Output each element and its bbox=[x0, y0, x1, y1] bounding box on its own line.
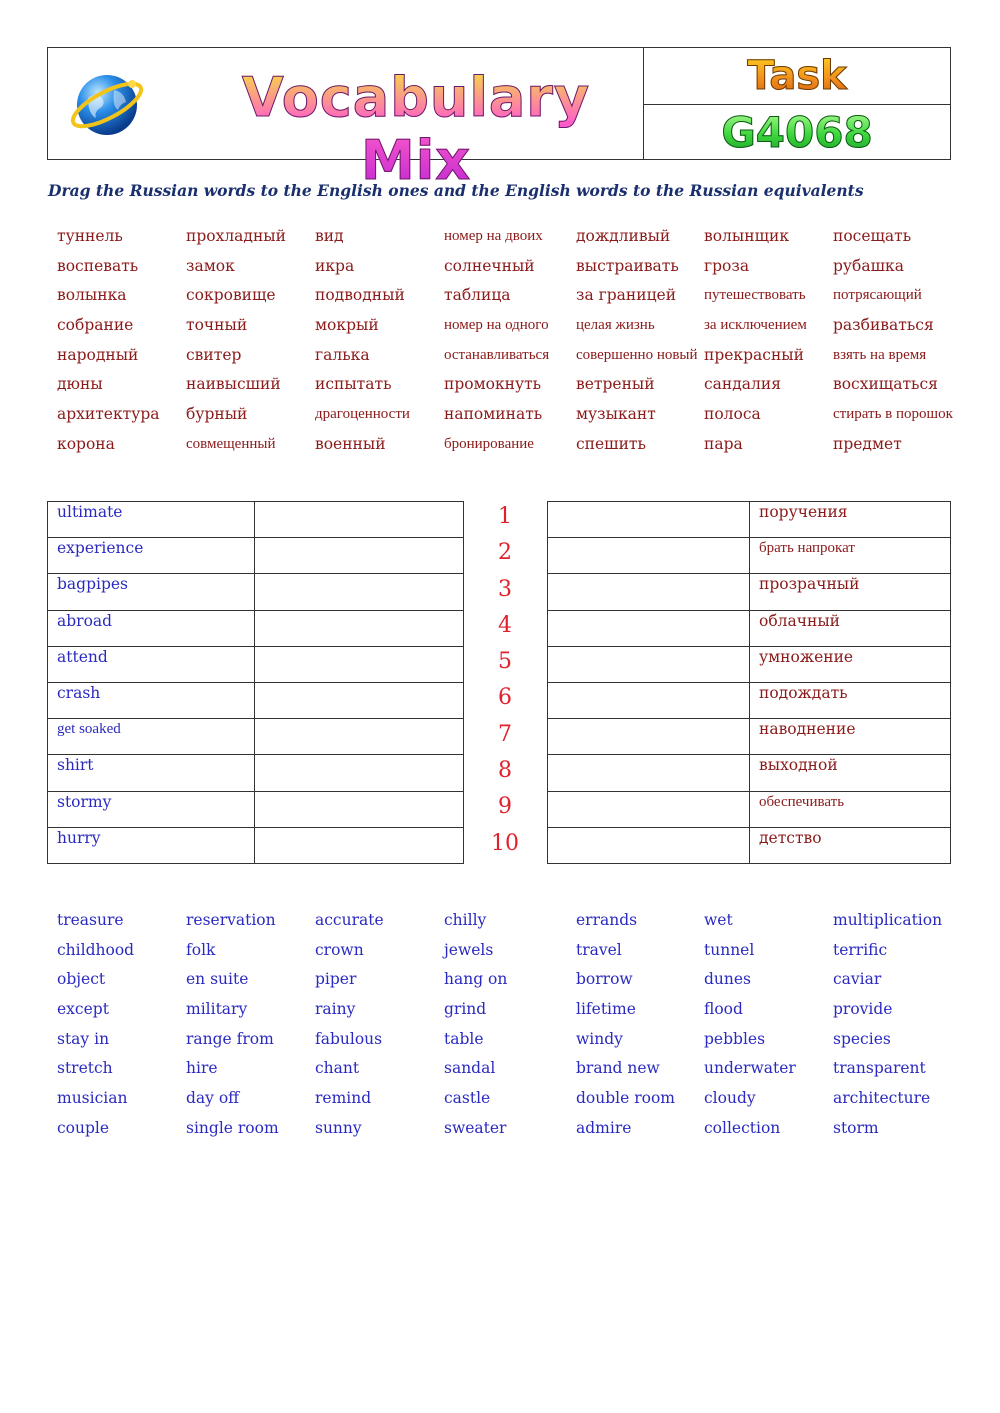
russian-prompt-word: наводнение bbox=[759, 720, 856, 739]
english-word-tile[interactable]: borrow bbox=[576, 970, 633, 989]
russian-prompt-word: обеспечивать bbox=[759, 793, 845, 810]
english-drop-zone[interactable] bbox=[548, 646, 750, 682]
russian-word-tile[interactable]: галька bbox=[315, 345, 370, 364]
english-word-tile[interactable]: provide bbox=[833, 1000, 893, 1019]
russian-word-tile[interactable]: народный bbox=[57, 345, 139, 364]
match-row bbox=[48, 827, 464, 863]
english-prompt-word: stormy bbox=[57, 792, 112, 811]
english-prompt-word: bagpipes bbox=[57, 575, 129, 594]
match-row bbox=[548, 791, 951, 827]
english-word-tile[interactable]: transparent bbox=[833, 1059, 926, 1078]
english-prompt-cell bbox=[48, 646, 255, 682]
russian-drop-zone[interactable] bbox=[255, 682, 464, 718]
russian-word-tile[interactable]: свитер bbox=[186, 345, 242, 364]
english-word-tile[interactable]: folk bbox=[186, 940, 216, 959]
english-drop-zone[interactable] bbox=[548, 755, 750, 791]
match-row bbox=[48, 646, 464, 682]
match-row bbox=[548, 502, 951, 538]
english-word-tile[interactable]: caviar bbox=[833, 970, 882, 989]
russian-word-tile[interactable]: совершенно новый bbox=[576, 346, 698, 363]
english-word-tile[interactable]: cloudy bbox=[704, 1089, 756, 1108]
english-word-tile[interactable]: stretch bbox=[57, 1059, 113, 1078]
english-prompt-word: attend bbox=[57, 647, 108, 666]
russian-drop-zone[interactable] bbox=[255, 610, 464, 646]
english-word-tile[interactable]: sweater bbox=[444, 1118, 507, 1137]
english-word-tile[interactable]: collection bbox=[704, 1118, 781, 1137]
russian-word-tile[interactable]: совмещенный bbox=[186, 435, 276, 452]
english-prompt-word: ultimate bbox=[57, 503, 123, 521]
page-title: Vocabulary Mix bbox=[196, 66, 636, 192]
russian-word-tile[interactable]: номер на двоих bbox=[444, 228, 543, 244]
russian-prompt-cell bbox=[750, 755, 951, 791]
english-word-tile[interactable]: treasure bbox=[57, 911, 124, 929]
english-prompt-cell bbox=[48, 574, 255, 610]
english-word-tile[interactable]: brand new bbox=[576, 1059, 660, 1078]
russian-prompt-word: поручения bbox=[759, 503, 848, 521]
english-word-tile[interactable]: hang on bbox=[444, 970, 508, 989]
english-word-tile[interactable]: accurate bbox=[315, 911, 384, 929]
russian-word-tile[interactable]: ветреный bbox=[576, 375, 655, 394]
match-row bbox=[548, 574, 951, 610]
english-word-tile[interactable]: sandal bbox=[444, 1059, 496, 1078]
russian-word-tile[interactable]: пара bbox=[704, 434, 743, 453]
row-number: 6 bbox=[498, 685, 512, 711]
english-word-tile[interactable]: tunnel bbox=[704, 940, 755, 959]
russian-prompt-cell bbox=[750, 502, 951, 538]
russian-word-tile[interactable]: волынка bbox=[57, 286, 127, 305]
russian-word-tile[interactable]: вид bbox=[315, 227, 344, 245]
match-row bbox=[548, 827, 951, 863]
english-drop-zone[interactable] bbox=[548, 574, 750, 610]
english-prompt-word: abroad bbox=[57, 611, 113, 630]
russian-word-tile[interactable]: подводный bbox=[315, 286, 405, 305]
english-word-tile[interactable]: day off bbox=[186, 1089, 240, 1108]
english-drop-zone[interactable] bbox=[548, 827, 750, 863]
english-word-tile[interactable]: travel bbox=[576, 940, 622, 959]
english-prompt-cell bbox=[48, 610, 255, 646]
match-row bbox=[48, 755, 464, 791]
russian-prompt-word: подождать bbox=[759, 683, 848, 702]
task-code: G4068 bbox=[721, 108, 873, 157]
russian-prompt-cell bbox=[750, 538, 951, 574]
match-row bbox=[48, 791, 464, 827]
russian-word-tile[interactable]: за границей bbox=[576, 286, 677, 305]
english-prompt-cell bbox=[48, 502, 255, 538]
english-word-tile[interactable]: fabulous bbox=[315, 1029, 383, 1048]
russian-word-tile[interactable]: выстраивать bbox=[576, 256, 679, 275]
russian-word-bank bbox=[57, 222, 957, 460]
english-word-tile[interactable]: rainy bbox=[315, 1000, 356, 1019]
match-row bbox=[548, 646, 951, 682]
english-word-tile[interactable]: multiplication bbox=[833, 911, 943, 929]
english-word-tile[interactable]: wet bbox=[704, 911, 733, 929]
english-word-tile[interactable]: object bbox=[57, 970, 106, 989]
russian-word-tile[interactable]: бронирование bbox=[444, 435, 534, 452]
english-prompt-cell bbox=[48, 719, 255, 755]
russian-word-tile[interactable]: таблица bbox=[444, 286, 511, 305]
match-row bbox=[548, 610, 951, 646]
row-number: 5 bbox=[498, 649, 512, 675]
russian-prompt-word: умножение bbox=[759, 647, 854, 666]
english-prompt-cell bbox=[48, 755, 255, 791]
english-word-tile[interactable]: single room bbox=[186, 1118, 279, 1137]
russian-word-tile[interactable]: корона bbox=[57, 434, 115, 453]
match-row bbox=[48, 610, 464, 646]
english-word-tile[interactable]: terrific bbox=[833, 940, 888, 959]
english-word-tile[interactable]: hire bbox=[186, 1059, 218, 1078]
russian-word-tile[interactable]: волынщик bbox=[704, 227, 790, 245]
russian-drop-zone[interactable] bbox=[255, 791, 464, 827]
russian-prompt-word: прозрачный bbox=[759, 575, 860, 594]
english-word-tile[interactable]: species bbox=[833, 1029, 891, 1048]
russian-drop-zone[interactable] bbox=[255, 719, 464, 755]
english-word-tile[interactable]: castle bbox=[444, 1089, 491, 1108]
english-drop-zone[interactable] bbox=[548, 538, 750, 574]
english-word-tile[interactable]: underwater bbox=[704, 1059, 796, 1078]
russian-prompt-word: облачный bbox=[759, 611, 840, 630]
english-word-tile[interactable]: piper bbox=[315, 970, 357, 989]
russian-drop-zone[interactable] bbox=[255, 538, 464, 574]
match-row bbox=[48, 502, 464, 538]
russian-word-tile[interactable]: целая жизнь bbox=[576, 317, 655, 334]
russian-drop-zone[interactable] bbox=[255, 827, 464, 863]
english-word-tile[interactable]: remind bbox=[315, 1089, 372, 1108]
english-word-tile[interactable]: windy bbox=[576, 1029, 623, 1048]
russian-word-tile[interactable]: напоминать bbox=[444, 405, 543, 424]
russian-word-tile[interactable]: военный bbox=[315, 434, 386, 453]
english-word-tile[interactable]: chilly bbox=[444, 911, 487, 929]
russian-prompt-word: детство bbox=[759, 828, 822, 847]
russian-word-tile[interactable]: дюны bbox=[57, 375, 103, 394]
russian-prompt-cell bbox=[750, 719, 951, 755]
row-number: 10 bbox=[491, 830, 519, 856]
russian-word-tile[interactable]: воспевать bbox=[57, 256, 139, 275]
russian-word-tile[interactable]: останавливаться bbox=[444, 346, 550, 363]
russian-word-tile[interactable]: прекрасный bbox=[704, 345, 804, 364]
russian-word-tile[interactable]: промокнуть bbox=[444, 375, 542, 394]
task-label: Task bbox=[747, 53, 847, 99]
english-word-tile[interactable]: pebbles bbox=[704, 1029, 766, 1048]
title-cell bbox=[48, 48, 644, 192]
english-word-tile[interactable]: storm bbox=[833, 1118, 879, 1137]
match-row bbox=[48, 719, 464, 755]
english-word-tile[interactable]: grind bbox=[444, 1000, 487, 1019]
russian-word-tile[interactable]: туннель bbox=[57, 227, 123, 245]
english-word-tile[interactable]: admire bbox=[576, 1118, 632, 1137]
russian-word-tile[interactable]: испытать bbox=[315, 375, 392, 394]
english-word-tile[interactable]: lifetime bbox=[576, 1000, 636, 1019]
russian-word-tile[interactable]: посещать bbox=[833, 227, 912, 245]
english-word-tile[interactable]: childhood bbox=[57, 940, 135, 959]
english-prompt-word: hurry bbox=[57, 828, 101, 847]
english-word-tile[interactable]: except bbox=[57, 1000, 109, 1019]
russian-word-tile[interactable]: разбиваться bbox=[833, 316, 934, 335]
russian-word-tile[interactable]: потрясающий bbox=[833, 287, 922, 304]
russian-drop-zone[interactable] bbox=[255, 646, 464, 682]
english-drop-zone[interactable] bbox=[548, 682, 750, 718]
english-drop-zone[interactable] bbox=[548, 791, 750, 827]
english-word-tile[interactable]: en suite bbox=[186, 970, 249, 989]
english-prompt-cell bbox=[48, 538, 255, 574]
english-drop-zone[interactable] bbox=[548, 502, 750, 538]
russian-word-tile[interactable]: гроза bbox=[704, 256, 750, 275]
russian-prompt-cell bbox=[750, 646, 951, 682]
match-row bbox=[48, 574, 464, 610]
english-word-tile[interactable]: flood bbox=[704, 1000, 743, 1019]
english-word-tile[interactable]: table bbox=[444, 1029, 484, 1048]
english-prompt-cell bbox=[48, 827, 255, 863]
russian-word-tile[interactable]: стирать в порошок bbox=[833, 406, 953, 423]
russian-prompt-word: выходной bbox=[759, 756, 838, 775]
globe-icon bbox=[66, 62, 148, 144]
russian-prompt-cell bbox=[750, 610, 951, 646]
match-row bbox=[548, 538, 951, 574]
russian-word-tile[interactable]: драгоценности bbox=[315, 406, 410, 423]
match-row bbox=[548, 719, 951, 755]
match-row bbox=[548, 755, 951, 791]
russian-word-tile[interactable]: взять на время bbox=[833, 346, 927, 363]
russian-word-tile[interactable]: предмет bbox=[833, 434, 902, 453]
russian-prompt-cell bbox=[750, 574, 951, 610]
russian-word-tile[interactable]: за исключением bbox=[704, 317, 807, 334]
row-number: 2 bbox=[498, 540, 512, 566]
english-word-tile[interactable]: reservation bbox=[186, 911, 276, 929]
russian-word-tile[interactable]: бурный bbox=[186, 405, 248, 424]
english-word-tile[interactable]: dunes bbox=[704, 970, 752, 989]
english-word-tile[interactable]: military bbox=[186, 1000, 248, 1019]
russian-word-tile[interactable]: рубашка bbox=[833, 256, 904, 275]
english-drop-zone[interactable] bbox=[548, 610, 750, 646]
russian-word-tile[interactable]: собрание bbox=[57, 316, 134, 335]
english-prompt-word: experience bbox=[57, 539, 144, 558]
english-prompt-word: get soaked bbox=[57, 721, 121, 738]
task-code-cell bbox=[644, 105, 950, 159]
russian-word-tile[interactable]: дождливый bbox=[576, 227, 671, 245]
russian-word-tile[interactable]: прохладный bbox=[186, 227, 286, 245]
english-word-tile[interactable]: couple bbox=[57, 1118, 110, 1137]
row-number: 9 bbox=[498, 794, 512, 820]
russian-word-tile[interactable]: номер на одного bbox=[444, 317, 549, 334]
instructions: Drag the Russian words to the English ones and the English words to the Russian equivalents bbox=[48, 181, 864, 200]
russian-drop-zone[interactable] bbox=[255, 574, 464, 610]
russian-word-tile[interactable]: восхищаться bbox=[833, 375, 938, 394]
russian-word-tile[interactable]: наивысший bbox=[186, 375, 281, 394]
english-word-tile[interactable]: stay in bbox=[57, 1029, 110, 1048]
russian-word-tile[interactable]: солнечный bbox=[444, 256, 535, 275]
russian-match-table bbox=[547, 501, 951, 864]
english-word-tile[interactable]: crown bbox=[315, 940, 364, 959]
russian-word-tile[interactable]: икра bbox=[315, 256, 355, 275]
english-word-tile[interactable]: double room bbox=[576, 1089, 675, 1108]
row-number: 3 bbox=[498, 576, 512, 602]
row-numbers bbox=[470, 501, 540, 864]
russian-prompt-cell bbox=[750, 791, 951, 827]
english-prompt-cell bbox=[48, 682, 255, 718]
russian-prompt-word: брать напрокат bbox=[759, 540, 855, 557]
row-number: 7 bbox=[498, 721, 512, 747]
russian-word-tile[interactable]: музыкант bbox=[576, 405, 656, 424]
english-word-tile[interactable]: architecture bbox=[833, 1089, 931, 1108]
russian-word-tile[interactable]: мокрый bbox=[315, 316, 379, 335]
english-word-tile[interactable]: errands bbox=[576, 911, 638, 929]
russian-word-tile[interactable]: точный bbox=[186, 316, 248, 335]
russian-prompt-cell bbox=[750, 682, 951, 718]
row-number: 4 bbox=[498, 612, 512, 638]
russian-word-tile[interactable]: путешествовать bbox=[704, 287, 806, 304]
match-row bbox=[548, 682, 951, 718]
english-word-bank bbox=[57, 906, 957, 1144]
english-prompt-word: crash bbox=[57, 683, 101, 702]
match-row bbox=[48, 538, 464, 574]
english-prompt-word: shirt bbox=[57, 756, 94, 775]
russian-word-tile[interactable]: полоса bbox=[704, 405, 761, 424]
row-number: 8 bbox=[498, 758, 512, 784]
russian-word-tile[interactable]: сокровище bbox=[186, 286, 276, 305]
row-number: 1 bbox=[498, 504, 512, 529]
english-prompt-cell bbox=[48, 791, 255, 827]
english-word-tile[interactable]: chant bbox=[315, 1059, 360, 1078]
match-row bbox=[48, 682, 464, 718]
russian-prompt-cell bbox=[750, 827, 951, 863]
english-word-tile[interactable]: jewels bbox=[444, 940, 494, 959]
english-word-tile[interactable]: range from bbox=[186, 1029, 274, 1048]
english-word-tile[interactable]: musician bbox=[57, 1089, 128, 1108]
russian-drop-zone[interactable] bbox=[255, 755, 464, 791]
russian-word-tile[interactable]: замок bbox=[186, 256, 235, 275]
english-match-table bbox=[47, 501, 464, 864]
english-drop-zone[interactable] bbox=[548, 719, 750, 755]
russian-drop-zone[interactable] bbox=[255, 502, 464, 538]
english-word-tile[interactable]: sunny bbox=[315, 1118, 362, 1137]
russian-word-tile[interactable]: архитектура bbox=[57, 405, 160, 424]
russian-word-tile[interactable]: спешить bbox=[576, 434, 646, 453]
russian-word-tile[interactable]: сандалия bbox=[704, 375, 781, 394]
task-label-cell bbox=[644, 48, 950, 105]
